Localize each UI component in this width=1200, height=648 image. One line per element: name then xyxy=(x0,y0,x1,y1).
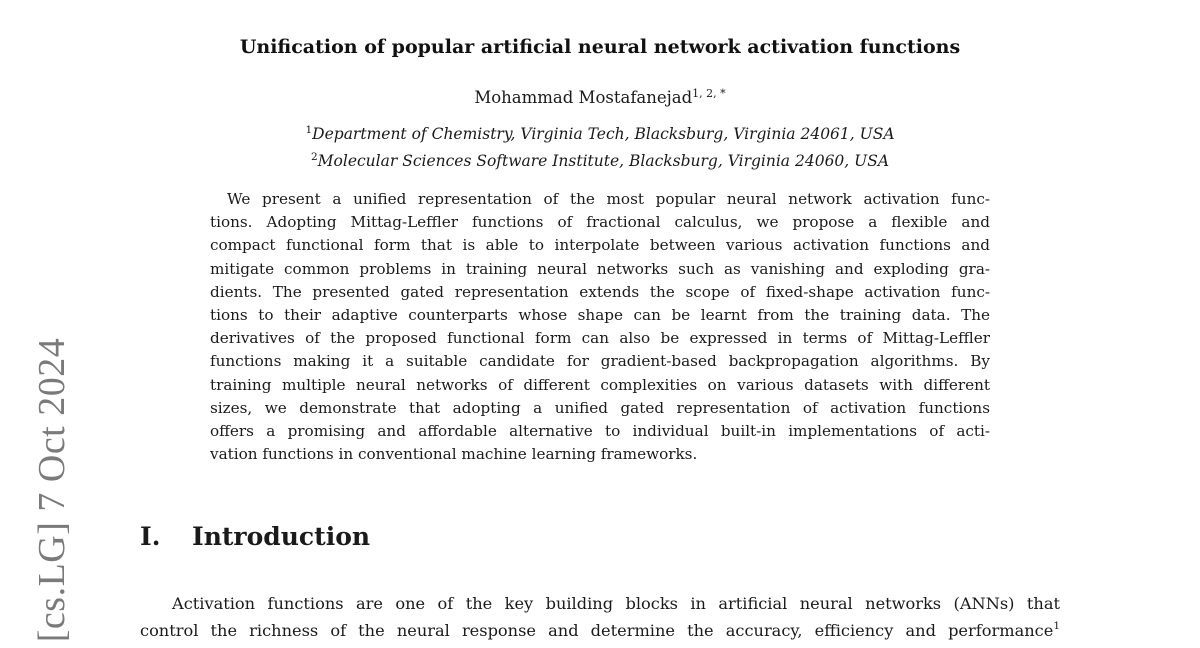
paper-page xyxy=(140,0,1060,648)
abstract-line: training multiple neural networks of different complexities on various datasets with different xyxy=(210,375,990,394)
abstract-line: tions. Adopting Mittag-Leffler functions of fractional calculus, we propose a flexible and xyxy=(210,213,990,232)
abstract-line: mitigate common problems in training neural networks such as vanishing and exploding gra- xyxy=(210,259,990,278)
abstract-line: dients. The presented gated representation extends the scope of fixed-shape activation func- xyxy=(210,282,990,301)
abstract-line: vation functions in conventional machine learning frameworks. xyxy=(210,445,698,464)
affiliation-1-mark: 1 xyxy=(305,124,313,136)
intro-paragraph xyxy=(140,590,1060,644)
section-heading xyxy=(140,522,370,551)
abstract-line: compact functional form that is able to interpolate between various activation functions and xyxy=(210,236,990,255)
body-line-text: control the richness of the neural response and determine the accuracy, efficiency and performance xyxy=(140,621,1054,640)
citation-marker[interactable]: 1 xyxy=(1053,620,1060,632)
body-line-with-cite xyxy=(140,617,1060,644)
affiliation-2 xyxy=(140,151,1060,170)
abstract-line: derivatives of the proposed functional form can also be expressed in terms of Mittag-Leffler xyxy=(210,329,990,348)
paper-title: Unification of popular artificial neural network activation functions xyxy=(239,36,961,58)
abstract-line: tions to their adaptive counterparts whose shape can be learnt from the training data. The xyxy=(210,305,990,324)
section-number: I. xyxy=(140,522,161,551)
author-affil-marks: 1, 2, * xyxy=(692,87,726,100)
affiliation-1 xyxy=(140,124,1060,143)
affiliation-2-mark: 2 xyxy=(310,151,318,163)
affiliation-2-text: Molecular Sciences Software Institute, Blacksburg, Virginia 24060, USA xyxy=(317,152,890,170)
arxiv-margin-stamp: [cs.LG] 7 Oct 2024 xyxy=(31,337,73,643)
affiliation-1-text: Department of Chemistry, Virginia Tech, Blacksburg, Virginia 24061, USA xyxy=(312,125,895,143)
section-title: Introduction xyxy=(192,522,371,551)
author-line xyxy=(140,87,1060,107)
body-line: Activation functions are one of the key building blocks in artificial neural networks (ANNs) that xyxy=(172,594,1060,613)
abstract-line: functions making it a suitable candidate for gradient-based backpropagation algorithms. By xyxy=(210,352,990,371)
author-name: Mohammad Mostafanejad xyxy=(474,88,693,107)
abstract xyxy=(210,188,990,466)
abstract-line: We present a unified representation of the most popular neural network activation func- xyxy=(227,190,990,208)
abstract-line: offers a promising and affordable alternative to individual built-in implementations of acti- xyxy=(210,421,990,440)
abstract-line: sizes, we demonstrate that adopting a unified gated representation of activation functions xyxy=(210,398,990,417)
